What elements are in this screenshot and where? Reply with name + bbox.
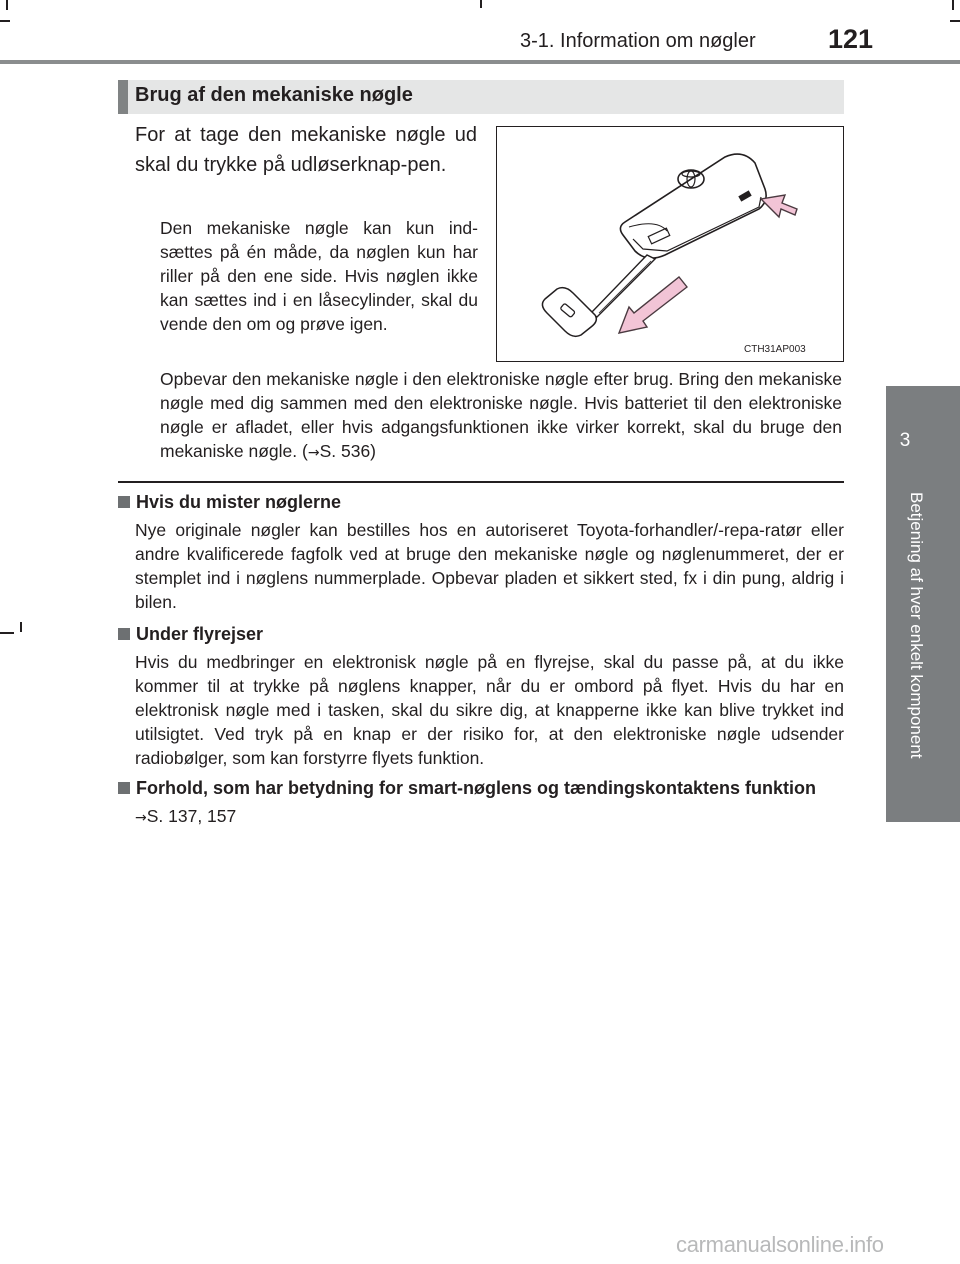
key-illustration (496, 126, 844, 362)
header-section-title: 3-1. Information om nøgler (520, 30, 756, 52)
crop-mark (6, 0, 8, 10)
header-rule (0, 60, 960, 64)
subsection-body: Nye originale nøgler kan bestilles hos en autoriseret Toyota-forhandler/-repa-ratør eller andre kvalificerede fagfolk ved at bruge den mekaniske nøgle og nøglenummeret, der er stemplet ind i nøglens nummerplade. Opbevar pladen et sikkert sted, fx i din pung, aldrig i bilen. (135, 520, 844, 612)
subsection-body (135, 804, 844, 830)
lead-instruction: For at tage den mekaniske nøgle ud skal du trykke på udløserknap-pen. (135, 124, 477, 176)
press-arrow-icon (761, 195, 797, 217)
key-drawing (497, 127, 842, 360)
bullet-square-icon (118, 628, 130, 640)
subsection-conditions (118, 776, 844, 830)
page-number: 121 (828, 24, 874, 54)
chapter-tab-label: Betjening af hver enkelt komponent (907, 492, 926, 759)
figure-code: CTH31AP003 (744, 344, 806, 355)
subsection-title: Under flyrejser (136, 624, 264, 644)
crop-mark (0, 632, 14, 634)
page-reference-link[interactable]: S. 137, 157 (146, 806, 237, 826)
crop-mark (952, 0, 954, 10)
subsection-flights (118, 622, 844, 770)
reference-arrow-icon: → (307, 445, 320, 461)
store-key-body: Opbevar den mekaniske nøgle i den elektroniske nøgle efter brug. Bring den mekaniske nøgle med dig sammen med den elektroniske nøgle. Hvis batteriet til den elektroniske nøgle er afladet, eller hvis adgangsfunktionen ikke virker korrekt, skal du bruge den mekaniske nøgle. ( (160, 369, 842, 461)
note-text: Den mekaniske nøgle kan kun ind-sættes på én måde, da nøglen kun har riller på den ene side. Hvis nøglen ikke kan sættes ind i en låsecylinder, skal du vende den om og prøve igen. (160, 218, 478, 334)
store-key-reference[interactable]: S. 536) (319, 441, 377, 461)
mechanical-key-head (542, 288, 596, 337)
crop-mark (0, 20, 10, 22)
footer-watermark: carmanualsonline.info (676, 1232, 884, 1257)
section-divider (118, 481, 844, 483)
chapter-tab-number: 3 (899, 430, 911, 451)
bullet-square-icon (118, 496, 130, 508)
subsection-title: Forhold, som har betydning for smart-nøglens og tændingskontaktens funktion (136, 778, 817, 798)
subsection-title: Hvis du mister nøglerne (136, 492, 342, 512)
crop-mark (950, 20, 960, 22)
reference-arrow-icon: → (135, 810, 147, 826)
bullet-square-icon (118, 782, 130, 794)
crop-mark (20, 622, 22, 632)
section-title: Brug af den mekaniske nøgle (135, 84, 413, 106)
subsection-lost-keys (118, 490, 844, 614)
crop-mark (480, 0, 482, 8)
store-key-text (160, 367, 842, 465)
subsection-body: Hvis du medbringer en elektronisk nøgle på en flyrejse, skal du passe på, at du ikke kommer til at trykke på nøglens knapper, når du er ombord på flyet. Hvis du har en elektronisk nøgle med i tasken, skal du sikre dig, at knapperne ikke kan blive trykket ind utilsigtet. Ved tryk på en knap er der risiko for, at den elektroniske nøgle udsender radiobølger, som kan forstyrre flyets funktion. (135, 652, 844, 768)
